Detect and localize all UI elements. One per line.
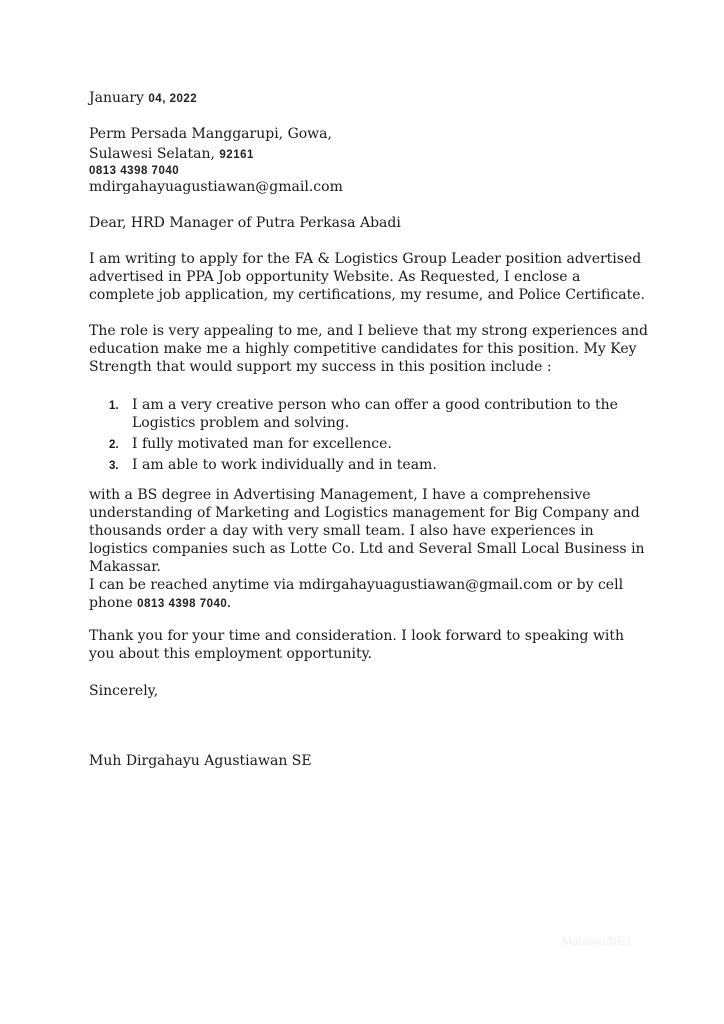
address-line-1: Perm Persada Manggarupi, Gowa,	[89, 126, 332, 142]
list-item	[89, 396, 634, 432]
address-email: mdirgahayuagustiawan@gmail.com	[89, 179, 343, 195]
salutation: Dear, HRD Manager of Putra Perkasa Abadi	[89, 215, 401, 231]
list-item-text: I fully motivated man for excellence.	[132, 436, 392, 452]
list-item	[89, 456, 634, 474]
address-region: Sulawesi Selatan,	[89, 146, 215, 162]
paragraph-education-text: with a BS degree in Advertising Management, I have a comprehensive understanding of Marketing and Logistics management for Big Company and thousands order a day with very small team. I also have experiences in logistics companies such as Lotte Co. Ltd and Several Small Local Business in Makassar.	[89, 487, 645, 575]
address-postcode: 92161	[219, 149, 254, 161]
paragraph-contact-text	[89, 576, 649, 613]
list-item	[89, 435, 634, 453]
contact-phone: 0813 4398 7040.	[137, 598, 232, 610]
list-item-number: 2.	[109, 439, 119, 451]
closing: Sincerely,	[89, 683, 159, 699]
paragraph-application	[89, 250, 649, 304]
paragraph-role	[89, 322, 649, 376]
list-item-text: I am able to work individually and in team.	[132, 457, 437, 473]
list-item-text: I am a very creative person who can offer a good contribution to the Logistics problem and solving.	[132, 397, 618, 431]
signature-name: Muh Dirgahayu Agustiawan SE	[89, 753, 312, 769]
address-phone: 0813 4398 7040	[89, 165, 180, 177]
paragraph-thanks	[89, 627, 649, 663]
date-month: January	[89, 90, 144, 106]
list-item-number: 3.	[109, 460, 119, 472]
paragraph-role-text: The role is very appealing to me, and I believe that my strong experiences and education make me a highly competitive candidates for this position. My Key Strength that would support my success in this position include :	[89, 323, 648, 375]
strengths-list	[89, 396, 634, 477]
paragraph-application-text: I am writing to apply for the FA & Logistics Group Leader position advertised advertised in PPA Job opportunity Website. As Requested, I enclose a complete job application, my certifications, my resume, and Police Certificate.	[89, 251, 645, 303]
contact-text: I can be reached anytime via mdirgahayuagustiawan@gmail.com or by cell phone	[89, 577, 624, 611]
letter-date	[89, 89, 197, 108]
list-item-number: 1.	[109, 400, 119, 412]
paragraph-thanks-text: Thank you for your time and consideration. I look forward to speaking with you about this employment opportunity.	[89, 628, 625, 662]
paragraph-education	[89, 486, 649, 576]
watermark: Matamu.NET	[562, 934, 633, 948]
date-day-year: 04, 2022	[148, 93, 198, 105]
paragraph-contact	[89, 576, 649, 613]
